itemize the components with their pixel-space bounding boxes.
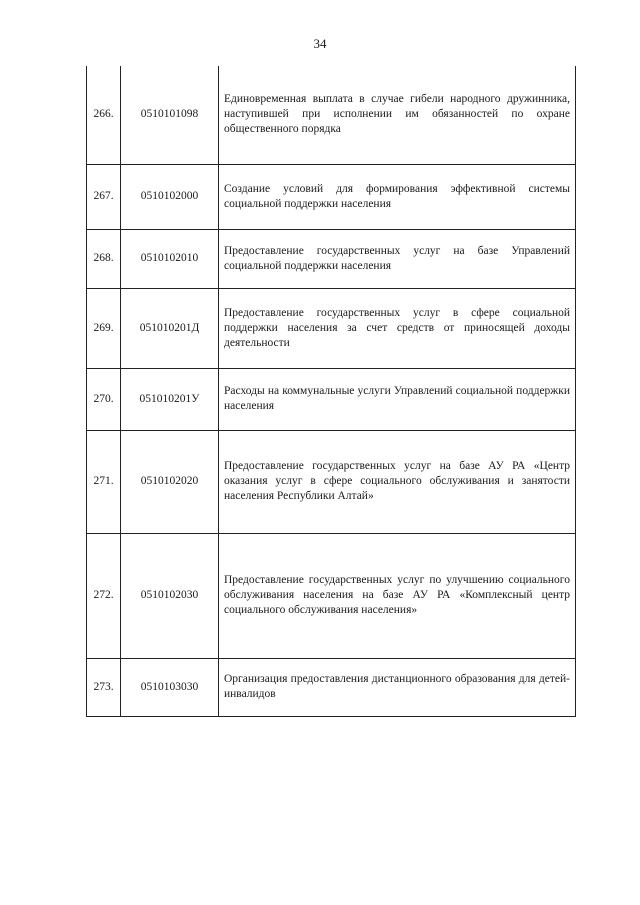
row-number: 270.	[87, 368, 121, 430]
row-description: Единовременная выплата в случае гибели народного дружинника, наступившей при исполнении им обязанностей по охране общественного порядка	[219, 66, 576, 164]
page-number: 34	[313, 36, 327, 51]
budget-codes-table	[86, 66, 576, 717]
row-code: 0510103030	[121, 658, 219, 716]
row-number: 266.	[87, 66, 121, 164]
table-row	[87, 66, 576, 164]
row-number: 268.	[87, 229, 121, 288]
row-number: 267.	[87, 164, 121, 229]
table-row	[87, 229, 576, 288]
row-number: 271.	[87, 430, 121, 533]
row-description: Предоставление государственных услуг по улучшению социального обслуживания населения на базе АУ РА «Комплексный центр социального обслуживания населения»	[219, 533, 576, 658]
row-description: Создание условий для формирования эффективной системы социальной поддержки населения	[219, 164, 576, 229]
row-description: Расходы на коммунальные услуги Управлений социальной поддержки населения	[219, 368, 576, 430]
table-row	[87, 430, 576, 533]
table-row	[87, 368, 576, 430]
row-code: 0510102020	[121, 430, 219, 533]
row-code: 0510102030	[121, 533, 219, 658]
row-description: Предоставление государственных услуг на базе Управлений социальной поддержки населения	[219, 229, 576, 288]
row-description: Организация предоставления дистанционного образования для детей-инвалидов	[219, 658, 576, 716]
row-description: Предоставление государственных услуг на базе АУ РА «Центр оказания услуг в сфере социального обслуживания и занятости населения Республики Алтай»	[219, 430, 576, 533]
row-code: 0510102000	[121, 164, 219, 229]
table-row	[87, 533, 576, 658]
table-row	[87, 288, 576, 368]
row-number: 269.	[87, 288, 121, 368]
table-row	[87, 164, 576, 229]
row-code: 051010201Д	[121, 288, 219, 368]
table-row	[87, 658, 576, 716]
row-number: 272.	[87, 533, 121, 658]
row-number: 273.	[87, 658, 121, 716]
row-code: 0510101098	[121, 66, 219, 164]
row-description: Предоставление государственных услуг в сфере социальной поддержки населения за счет средств от приносящей доходы деятельности	[219, 288, 576, 368]
row-code: 0510102010	[121, 229, 219, 288]
row-code: 051010201У	[121, 368, 219, 430]
